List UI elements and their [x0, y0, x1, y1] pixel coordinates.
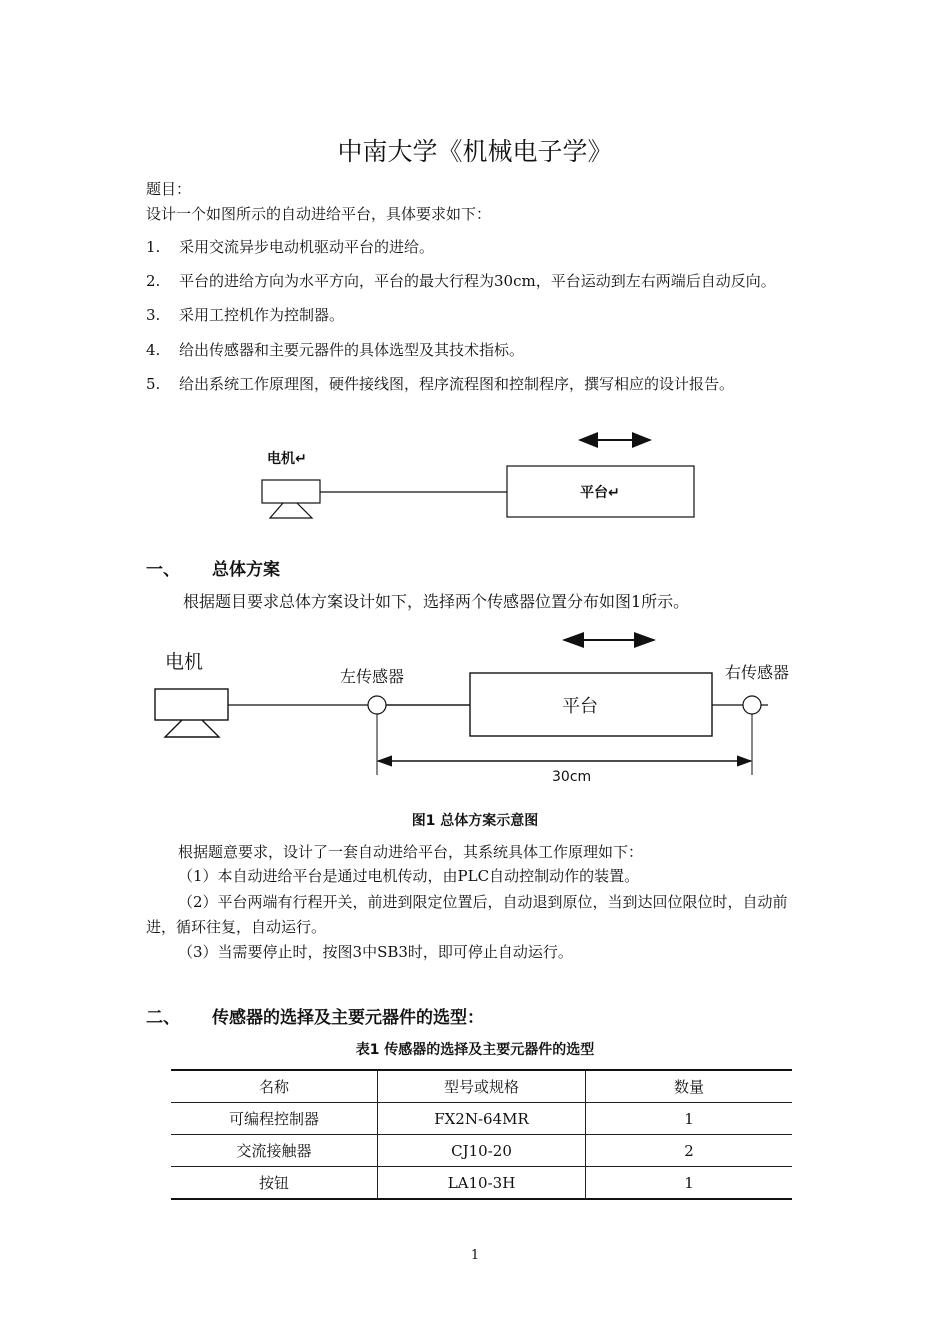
table-header-row: [171, 1070, 792, 1103]
requirement-item: 1. 采用交流异步电动机驱动平台的进给。: [146, 238, 435, 256]
distance-label: 30cm: [552, 769, 592, 785]
section2-number: 二、: [146, 1008, 180, 1028]
table-row: [171, 1135, 792, 1167]
table-cell: 1: [586, 1167, 793, 1200]
table-cell: 交流接触器: [171, 1135, 378, 1167]
components-table: [171, 1069, 792, 1200]
motor-label: 电机: [165, 651, 204, 673]
table-cell: 可编程控制器: [171, 1103, 378, 1135]
requirement-item: 4. 给出传感器和主要元器件的具体选型及其技术指标。: [146, 341, 525, 359]
motor-base: [165, 720, 219, 737]
section2-title: 传感器的选择及主要元器件的选型：: [212, 1008, 484, 1028]
table-header: 数量: [586, 1070, 793, 1103]
requirement-item: 2. 平台的进给方向为水平方向，平台的最大行程为30cm，平台运动到左右两端后自动反向。: [146, 272, 776, 290]
small-figure: [250, 425, 710, 525]
principle-item-2-cont: 进，循环往复，自动运行。: [146, 918, 327, 936]
page-title: 中南大学《机械电子学》: [337, 137, 613, 166]
table-header: 名称: [171, 1070, 378, 1103]
topic-label: 题目：: [146, 180, 192, 198]
right-sensor-icon: [743, 696, 761, 714]
requirement-item: 5. 给出系统工作原理图，硬件接线图，程序流程图和控制程序，撰写相应的设计报告。: [146, 375, 735, 393]
motor-base: [270, 503, 312, 518]
page-number: 1: [470, 1248, 480, 1263]
table-row: [171, 1167, 792, 1200]
left-sensor-label: 左传感器: [340, 667, 405, 686]
topic-intro: 设计一个如图所示的自动进给平台，具体要求如下：: [146, 205, 492, 223]
table-header: 型号或规格: [378, 1070, 586, 1103]
principle-item-1: （1）本自动进给平台是通过电机传动，由PLC自动控制动作的装置。: [178, 867, 640, 885]
table-cell: LA10-3H: [378, 1167, 586, 1200]
figure-1: [148, 625, 808, 790]
platform-label: 平台↵: [580, 485, 620, 501]
motor-box: [155, 689, 228, 720]
requirement-item: 3. 采用工控机作为控制器。: [146, 306, 345, 324]
section1-intro: 根据题目要求总体方案设计如下，选择两个传感器位置分布如图1所示。: [183, 592, 690, 611]
table-cell: 按钮: [171, 1167, 378, 1200]
table-cell: CJ10-20: [378, 1135, 586, 1167]
motor-box: [262, 480, 320, 503]
section1-number: 一、: [146, 560, 180, 580]
platform-label: 平台: [562, 696, 598, 717]
table-cell: 2: [586, 1135, 793, 1167]
principle-item-2: （2）平台两端有行程开关，前进到限定位置后，自动退到原位，当到达回位限位时，自动前: [178, 893, 788, 911]
table-row: [171, 1103, 792, 1135]
table-cell: FX2N-64MR: [378, 1103, 586, 1135]
section1-title: 总体方案: [212, 560, 280, 580]
figure-caption: 图1 总体方案示意图: [411, 813, 539, 829]
table-caption: 表1 传感器的选择及主要元器件的选型: [355, 1042, 595, 1058]
principle-item-3: （3）当需要停止时，按图3中SB3时，即可停止自动运行。: [178, 943, 573, 961]
table-cell: 1: [586, 1103, 793, 1135]
left-sensor-icon: [368, 696, 386, 714]
principle-intro: 根据题意要求，设计了一套自动进给平台，其系统具体工作原理如下：: [178, 843, 644, 861]
right-sensor-label: 右传感器: [725, 663, 790, 682]
motor-label: 电机↵: [267, 451, 307, 467]
